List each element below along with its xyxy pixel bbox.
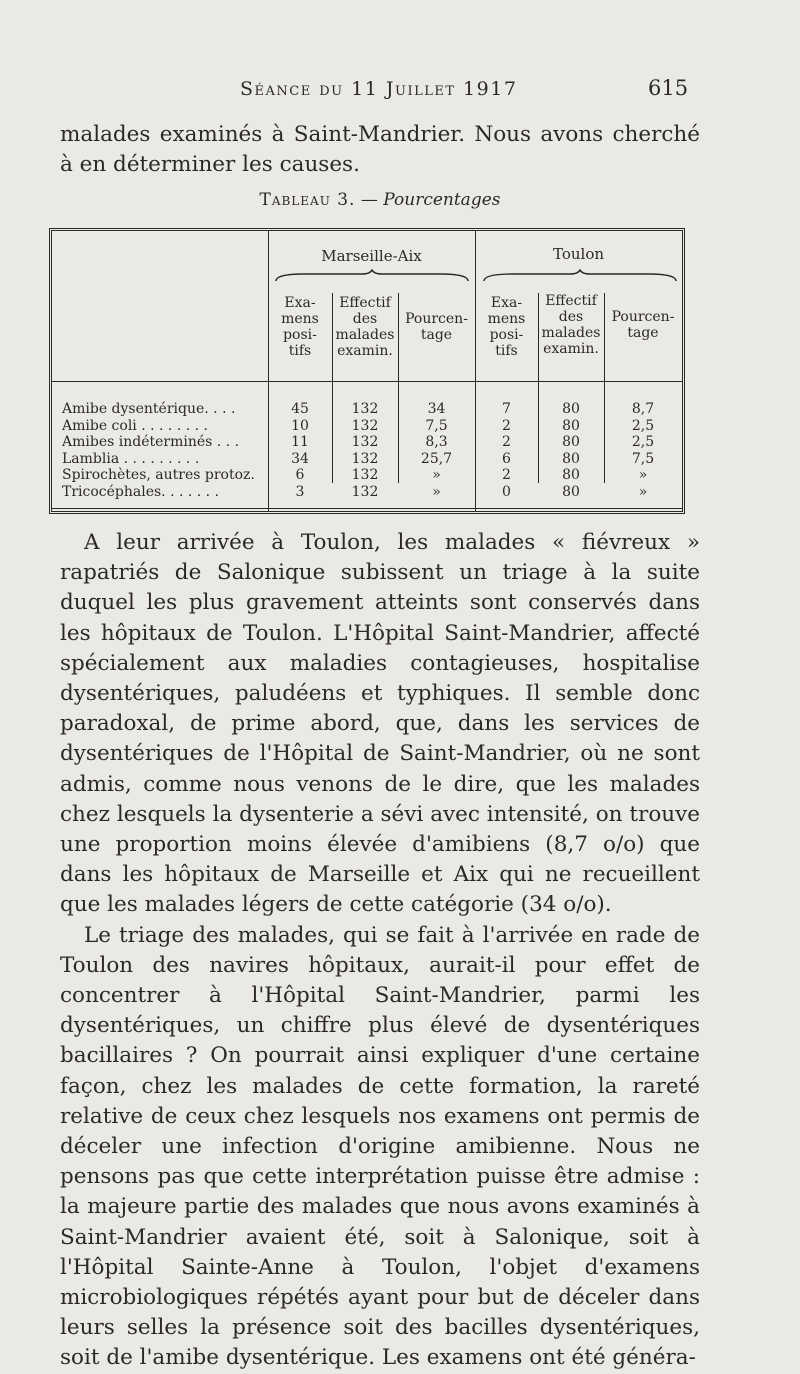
table-cell: 2 (502, 434, 511, 450)
subheader-line: malades (335, 327, 395, 343)
group-header-marseille-aix: Marseille-Aix (321, 247, 422, 265)
table-cell: 6 (502, 450, 511, 467)
table-cell: 34 (291, 450, 309, 467)
column-pourcentage-toulon (604, 401, 682, 500)
subheader-line: mens (281, 311, 319, 327)
subheader-line: tifs (288, 343, 312, 359)
row-label: Amibe dysentérique. . . . (62, 401, 236, 417)
table-cell: » (638, 483, 648, 500)
subheader-line: Exa- (284, 295, 316, 311)
subheader-line: Exa- (490, 295, 523, 311)
page-number: 615 (648, 76, 689, 100)
caption-dash: — (355, 190, 384, 210)
subheader-line: tage (420, 327, 453, 343)
subheader-line: des (558, 309, 584, 325)
table-cell: 7 (502, 401, 511, 417)
column-pourcentage-marseille (398, 401, 475, 500)
running-header (0, 74, 800, 104)
table-caption (0, 190, 760, 210)
table-cell: 132 (351, 450, 379, 467)
table-cell: » (432, 483, 441, 500)
subheader-pourcentage (398, 311, 475, 343)
table-cell: 7,5 (425, 417, 448, 434)
row-label: Tricocéphales. . . . . . . (62, 483, 220, 500)
subheader-exams (268, 295, 332, 359)
table-cell: 2 (502, 417, 511, 434)
table-cell: 8,3 (425, 434, 448, 450)
subheader-line: malades (541, 325, 601, 341)
column-exams-toulon (475, 401, 538, 500)
table-cell: 80 (562, 467, 580, 483)
row-label: Lamblia . . . . . . . . . (62, 450, 200, 467)
header-title: Séance du 11 Juillet 1917 (240, 78, 518, 100)
subheader-line: Pourcen- (405, 311, 468, 327)
subheader-line: posi- (283, 327, 317, 343)
group-brace (274, 269, 470, 283)
paragraph: A leur arrivée à Toulon, les malades « fiévreux » rapatriés de Salonique subissent un triage à la suite duquel les plus gravement atteints sont conservés dans les hôpitaux de Toulon. L'Hôpital Saint-Mandrier, affecté spécialement aux maladies contagieuses, hospitalise dysentériques, paludéens et typhiques. Il semble donc paradoxal, de prime abord, que, dans les services de dysentériques de l'Hôpital de Saint-Mandrier, où ne sont admis, comme nous venons de le dire, que les malades chez lesquels la dysenterie a sévi avec intensité, on trouve une proportion moins élevée d'amibiens (8,7 o/o) que dans les hôpitaux de Marseille et Aix qui ne recueillent que les malades légers de cette catégorie (34 o/o). (60, 530, 700, 918)
table-rule (52, 508, 682, 509)
subheader-exams (475, 295, 538, 359)
table-cell: 34 (427, 401, 446, 417)
subheader-effectif (538, 293, 604, 357)
group-brace (482, 269, 678, 283)
table-cell: 11 (291, 434, 309, 450)
table-cell: 132 (351, 417, 379, 434)
table-rule (52, 381, 682, 382)
table-cell: 80 (562, 434, 580, 450)
row-label: Amibe coli . . . . . . . . (62, 417, 208, 434)
table-cell: » (432, 467, 441, 483)
table-cell: 25,7 (420, 450, 453, 467)
table-cell: 10 (291, 417, 309, 434)
subheader-effectif (332, 295, 398, 359)
table-cell: 6 (295, 467, 305, 483)
table-cell: 80 (562, 401, 580, 417)
subheader-line: tage (627, 325, 659, 341)
subheader-line: Effectif (545, 293, 597, 309)
subheader-line: Effectif (339, 295, 391, 311)
subheader-pourcentage (604, 309, 682, 341)
subheader-line: posi- (489, 327, 524, 343)
column-exams-marseille (268, 401, 332, 500)
table-cell: 2,5 (631, 417, 655, 434)
intro-text: malades examinés à Saint-Mandrier. Nous avons cherché à en déterminer les causes. (60, 122, 700, 177)
table-cell: 132 (351, 434, 379, 450)
subheader-line: des (352, 311, 378, 327)
percentages-table (49, 228, 685, 514)
row-label: Spirochètes, autres protoz. (62, 467, 255, 483)
subheader-line: mens (487, 311, 526, 327)
caption-label: Tableau 3. (259, 190, 356, 210)
table-cell: 2,5 (631, 434, 655, 450)
row-label: Amibes indéterminés . . . (62, 434, 240, 450)
intro-paragraph (60, 120, 700, 180)
table-cell: 132 (351, 467, 379, 483)
column-effectif-marseille (332, 401, 398, 500)
table-cell: 0 (502, 483, 511, 500)
table-cell: 3 (295, 483, 305, 500)
subheader-line: examin. (543, 341, 599, 357)
caption-title: Pourcentages (383, 190, 501, 210)
column-effectif-toulon (538, 401, 604, 500)
table-cell: 2 (502, 467, 511, 483)
table-cell: 80 (562, 417, 580, 434)
table-cell: 45 (291, 401, 309, 417)
subheader-line: tifs (495, 343, 518, 359)
row-labels (62, 401, 268, 500)
paragraph: Le triage des malades, qui se fait à l'arrivée en rade de Toulon des navires hôpitaux, aurait-il pour effet de concentrer à l'Hôpital Saint-Mandrier, parmi les dysentériques, un chiffre plus élevé de dysentériques bacillaires ? On pourrait ainsi expliquer d'une certaine façon, chez les malades de cette formation, la rareté relative de ceux chez lesquels nos examens ont permis de déceler une infection d'origine amibienne. Nous ne pensons pas que cette interprétation puisse être admise : la majeure partie des malades que nous avons examinés à Saint-Mandrier avaient été, soit à Salonique, soit à l'Hôpital Sainte-Anne à Toulon, l'objet d'examens microbiologiques répétés ayant pour but de déceler dans leurs selles la présence soit des bacilles dysentériques, soit de l'amibe dysentérique. Les examens ont été généra- (60, 922, 700, 1371)
group-header-toulon: Toulon (552, 245, 605, 263)
table-cell: 7,5 (631, 450, 655, 467)
table-cell: 80 (562, 483, 580, 500)
table-cell: 8,7 (631, 401, 655, 417)
subheader-line: Pourcen- (611, 309, 675, 325)
body-text (60, 528, 700, 1374)
table-cell: 80 (562, 450, 580, 467)
subheader-line: examin. (337, 343, 393, 359)
table-cell: 132 (351, 401, 379, 417)
table-cell: 132 (351, 483, 379, 500)
table-cell: » (638, 467, 648, 483)
